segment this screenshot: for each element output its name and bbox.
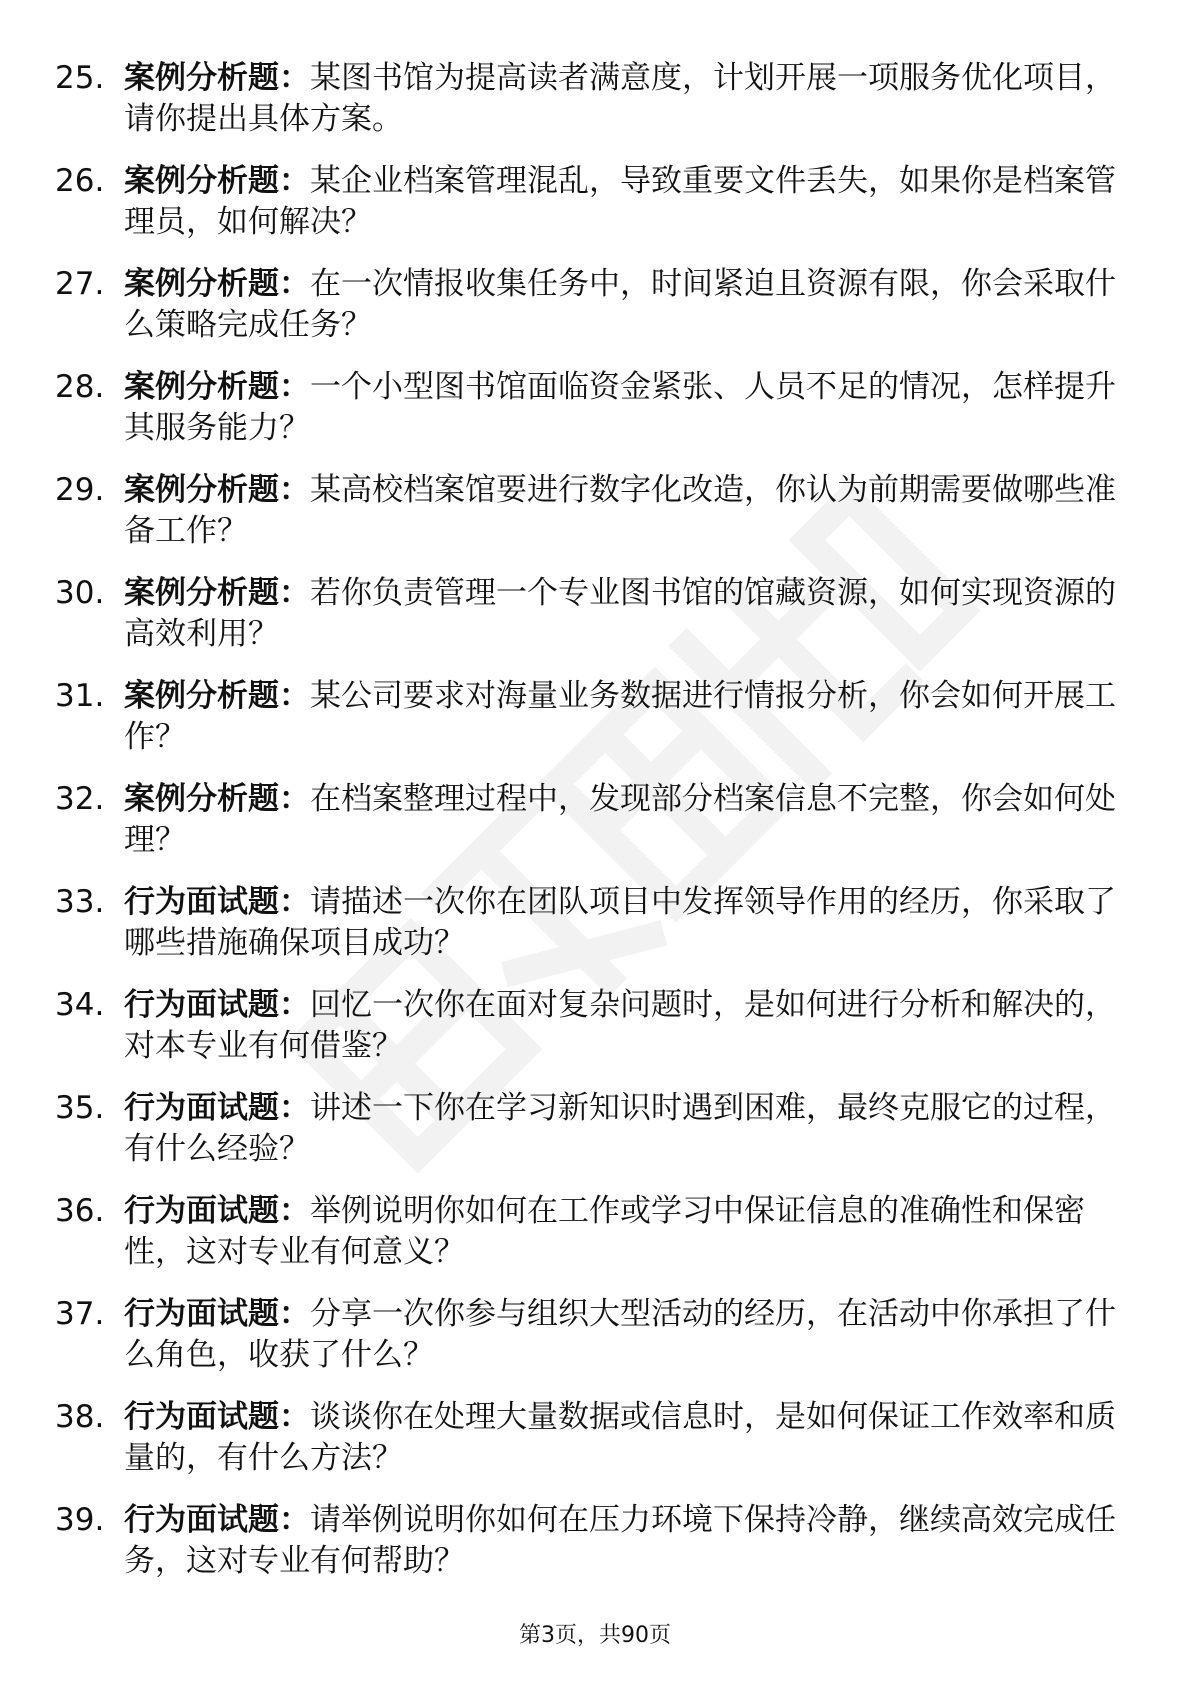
question-text: 一个小型图书馆面临资金紧张、人员不足的情况，怎样提升其服务能力？ — [124, 369, 1116, 446]
question-text: 某图书馆为提高读者满意度，计划开展一项服务优化项目，请你提出具体方案。 — [124, 60, 1116, 137]
question-number: 38. — [55, 1399, 105, 1435]
question-text: 请举例说明你如何在压力环境下保持冷静，继续高效完成任务，这对专业有何帮助？ — [124, 1502, 1116, 1579]
list-item — [0, 361, 1190, 464]
list-item — [0, 876, 1190, 979]
question-type: 行为面试题： — [124, 1193, 310, 1229]
list-item — [0, 567, 1190, 670]
question-number: 39. — [55, 1502, 105, 1538]
list-item — [0, 1082, 1190, 1185]
list-item — [0, 1494, 1190, 1597]
question-text: 在档案整理过程中，发现部分档案信息不完整，你会如何处理？ — [124, 781, 1116, 858]
list-item — [0, 773, 1190, 876]
question-number: 28. — [55, 369, 105, 405]
question-number: 30. — [55, 575, 105, 611]
question-number: 26. — [55, 163, 105, 199]
list-item — [0, 52, 1190, 155]
question-type: 行为面试题： — [124, 1399, 310, 1435]
question-number: 27. — [55, 266, 105, 302]
question-text: 举例说明你如何在工作或学习中保证信息的准确性和保密性，这对专业有何意义？ — [124, 1193, 1085, 1270]
question-number: 36. — [55, 1193, 105, 1229]
question-number: 35. — [55, 1090, 105, 1126]
list-item — [0, 1391, 1190, 1494]
question-text: 谈谈你在处理大量数据或信息时，是如何保证工作效率和质量的，有什么方法？ — [124, 1399, 1116, 1476]
question-text: 某高校档案馆要进行数字化改造，你认为前期需要做哪些准备工作？ — [124, 472, 1116, 549]
question-type: 案例分析题： — [124, 472, 310, 508]
question-type: 行为面试题： — [124, 1502, 310, 1538]
list-item — [0, 464, 1190, 567]
question-text: 若你负责管理一个专业图书馆的馆藏资源，如何实现资源的高效利用？ — [124, 575, 1116, 652]
question-text: 某企业档案管理混乱，导致重要文件丢失，如果你是档案管理员，如何解决？ — [124, 163, 1116, 240]
question-text: 回忆一次你在面对复杂问题时，是如何进行分析和解决的，对本专业有何借鉴？ — [124, 987, 1116, 1064]
question-type: 案例分析题： — [124, 163, 310, 199]
question-text: 分享一次你参与组织大型活动的经历，在活动中你承担了什么角色，收获了什么？ — [124, 1296, 1116, 1373]
question-type: 案例分析题： — [124, 678, 310, 714]
question-type: 行为面试题： — [124, 987, 310, 1023]
question-type: 案例分析题： — [124, 60, 310, 96]
list-item — [0, 258, 1190, 361]
question-type: 案例分析题： — [124, 781, 310, 817]
question-number: 29. — [55, 472, 105, 508]
list-item — [0, 979, 1190, 1082]
question-text: 某公司要求对海量业务数据进行情报分析，你会如何开展工作？ — [124, 678, 1116, 755]
question-type: 案例分析题： — [124, 369, 310, 405]
question-type: 行为面试题： — [124, 1090, 310, 1126]
question-number: 34. — [55, 987, 105, 1023]
list-item — [0, 155, 1190, 258]
list-item — [0, 1288, 1190, 1391]
list-item — [0, 1185, 1190, 1288]
question-text: 请描述一次你在团队项目中发挥领导作用的经历，你采取了哪些措施确保项目成功？ — [124, 884, 1116, 961]
question-text: 在一次情报收集任务中，时间紧迫且资源有限，你会采取什么策略完成任务？ — [124, 266, 1116, 343]
question-text: 讲述一下你在学习新知识时遇到困难，最终克服它的过程，有什么经验？ — [124, 1090, 1116, 1167]
question-type: 行为面试题： — [124, 884, 310, 920]
question-type: 行为面试题： — [124, 1296, 310, 1332]
page-number: 第3页，共90页 — [519, 1623, 671, 1648]
question-number: 31. — [55, 678, 105, 714]
question-number: 32. — [55, 781, 105, 817]
question-number: 33. — [55, 884, 105, 920]
question-number: 25. — [55, 60, 105, 96]
question-number: 37. — [55, 1296, 105, 1332]
question-type: 案例分析题： — [124, 575, 310, 611]
question-list — [0, 52, 1190, 1597]
question-type: 案例分析题： — [124, 266, 310, 302]
list-item — [0, 670, 1190, 773]
